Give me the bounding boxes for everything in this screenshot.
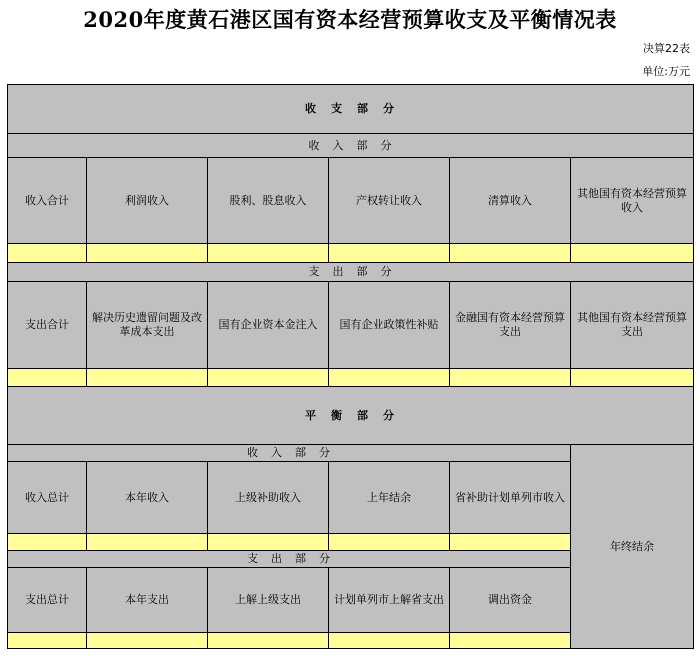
value-cell[interactable] — [329, 369, 450, 387]
value-cell[interactable] — [8, 633, 87, 649]
value-cell[interactable] — [87, 369, 208, 387]
page-title: 2020年度黄石港区国有资本经营预算收支及平衡情况表 — [83, 7, 617, 32]
value-cell[interactable] — [450, 633, 571, 649]
section-balance-revenue: 收 入 部 分 — [8, 445, 571, 462]
value-cell[interactable] — [208, 244, 329, 263]
value-cell[interactable] — [87, 633, 208, 649]
header-profit-revenue: 利润收入 — [87, 158, 208, 244]
value-cell[interactable] — [450, 244, 571, 263]
header-dividend-revenue: 股利、股息收入 — [208, 158, 329, 244]
value-cell[interactable] — [8, 534, 87, 551]
header-year-end-balance: 年终结余 — [571, 445, 694, 649]
header-current-year-revenue: 本年收入 — [87, 462, 208, 534]
header-policy-subsidy: 国有企业政策性补贴 — [329, 282, 450, 369]
header-transferred-funds: 调出资金 — [450, 568, 571, 633]
header-expenditure-grand-total: 支出总计 — [8, 568, 87, 633]
header-remit-to-province: 计划单列市上解省支出 — [329, 568, 450, 633]
value-cell[interactable] — [8, 369, 87, 387]
unit-label: 单位:万元 — [642, 65, 690, 78]
value-cell[interactable] — [329, 534, 450, 551]
value-cell[interactable] — [571, 244, 694, 263]
value-cell[interactable] — [208, 534, 329, 551]
section-revenue: 收 入 部 分 — [8, 134, 694, 158]
header-superior-subsidy-revenue: 上级补助收入 — [208, 462, 329, 534]
value-cell[interactable] — [450, 369, 571, 387]
section-expenditure: 支 出 部 分 — [8, 263, 694, 282]
header-expenditure-total: 支出合计 — [8, 282, 87, 369]
header-remit-to-superior: 上解上级支出 — [208, 568, 329, 633]
header-prior-year-surplus: 上年结余 — [329, 462, 450, 534]
header-provincial-subsidy-revenue: 省补助计划单列市收入 — [450, 462, 571, 534]
section-balance: 平 衡 部 分 — [8, 387, 694, 445]
header-other-expenditure: 其他国有资本经营预算支出 — [571, 282, 694, 369]
header-capital-injection: 国有企业资本金注入 — [208, 282, 329, 369]
budget-table — [7, 84, 694, 649]
value-cell[interactable] — [87, 244, 208, 263]
section-balance-expenditure: 支 出 部 分 — [8, 551, 571, 568]
table-number: 决算22表 — [643, 42, 690, 55]
value-cell[interactable] — [208, 369, 329, 387]
header-property-transfer-revenue: 产权转让收入 — [329, 158, 450, 244]
value-cell[interactable] — [571, 369, 694, 387]
header-liquidation-revenue: 清算收入 — [450, 158, 571, 244]
value-cell[interactable] — [450, 534, 571, 551]
section-revenue-expenditure: 收 支 部 分 — [8, 85, 694, 134]
value-cell[interactable] — [329, 633, 450, 649]
header-other-revenue: 其他国有资本经营预算收入 — [571, 158, 694, 244]
value-cell[interactable] — [8, 244, 87, 263]
header-revenue-grand-total: 收入总计 — [8, 462, 87, 534]
value-cell[interactable] — [208, 633, 329, 649]
value-cell[interactable] — [329, 244, 450, 263]
value-cell[interactable] — [87, 534, 208, 551]
header-reform-cost-expenditure: 解决历史遗留问题及改革成本支出 — [87, 282, 208, 369]
header-revenue-total: 收入合计 — [8, 158, 87, 244]
header-current-year-expenditure: 本年支出 — [87, 568, 208, 633]
header-financial-capital-expenditure: 金融国有资本经营预算支出 — [450, 282, 571, 369]
